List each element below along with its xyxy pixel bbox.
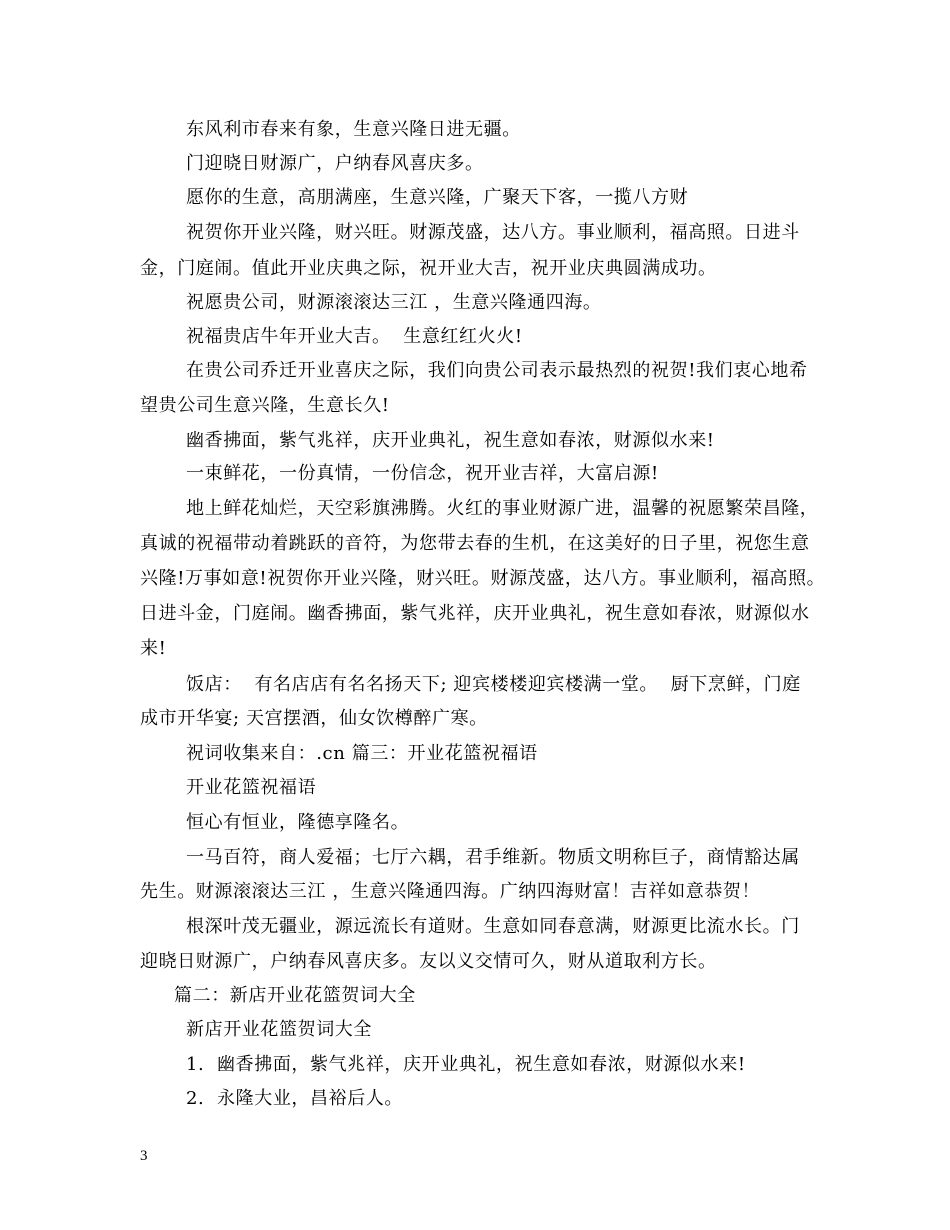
text-line: 幽香拂面，紫气兆祥，庆开业典礼，祝生意如春浓，财源似水来! — [186, 430, 715, 451]
text-line: 东风利市春来有象，生意兴隆日进无疆。 — [186, 119, 521, 140]
list-item: 2. 永隆大业，昌裕后人。 — [186, 1088, 404, 1109]
text-line: 祝词收集来自：.cn 篇三：开业花篮祝福语 — [186, 743, 538, 764]
text-line: 恒心有恒业，隆德享隆名。 — [186, 812, 410, 833]
text-line: 来! — [140, 638, 167, 659]
text-line: 成市开华宴; 天宫摆酒，仙女饮樽醉广寒。 — [140, 708, 488, 729]
text-line: 先生。财源滚滚达三江 ，生意兴隆通四海。广纳四海财富！吉祥如意恭贺！ — [140, 881, 761, 902]
text-line: 真诚的祝福带动着跳跃的音符，为您带去春的生机，在这美好的日子里，祝您生意 — [140, 533, 810, 554]
text-line: 兴隆!万事如意!祝贺你开业兴隆，财兴旺。财源茂盛，达八方。事业顺利，福高照。 — [140, 568, 826, 589]
text-line: 饭店： 有名店店有名名扬天下; 迎宾楼楼迎宾楼满一堂。 厨下烹鲜，门庭 — [186, 674, 801, 695]
page-number: 3 — [140, 1148, 149, 1164]
text-line: 祝福贵店牛年开业大吉。 生意红红火火! — [186, 326, 523, 347]
text-line: 根深叶茂无疆业，源远流长有道财。生意如同春意满，财源更比流水长。门 — [186, 916, 800, 937]
text-line: 日进斗金，门庭闹。幽香拂面，紫气兆祥，庆开业典礼，祝生意如春浓，财源似水 — [140, 603, 810, 624]
text-line: 金，门庭闹。值此开业庆典之际，祝开业大吉，祝开业庆典圆满成功。 — [140, 258, 717, 279]
list-item: 1. 幽香拂面，紫气兆祥，庆开业典礼，祝生意如春浓，财源似水来! — [186, 1054, 746, 1075]
text-line: 祝愿贵公司，财源滚滚达三江 ，生意兴隆通四海。 — [186, 292, 602, 313]
text-line: 祝贺你开业兴隆，财兴旺。财源茂盛，达八方。事业顺利，福高照。日进斗 — [186, 222, 800, 243]
text-line: 开业花篮祝福语 — [186, 777, 317, 798]
text-line: 地上鲜花灿烂，天空彩旗沸腾。火红的事业财源广进，温馨的祝愿繁荣昌隆， — [186, 498, 819, 519]
text-line: 迎晓日财源广，户纳春风喜庆多。友以义交情可久，财从道取利方长。 — [140, 951, 717, 972]
text-line: 在贵公司乔迁开业喜庆之际，我们向贵公司表示最热烈的祝贺!我们衷心地希 — [186, 360, 808, 381]
section-heading: 篇二：新店开业花篮贺词大全 — [174, 985, 416, 1006]
text-line: 一马百符，商人爱福；七厅六耦，君手维新。物质文明称巨子，商情豁达属 — [186, 847, 800, 868]
text-line: 望贵公司生意兴隆，生意长久! — [140, 395, 390, 416]
section-subheading: 新店开业花篮贺词大全 — [186, 1019, 372, 1040]
text-line: 愿你的生意，高朋满座，生意兴隆，广聚天下客，一揽八方财 — [186, 187, 689, 208]
text-line: 一束鲜花，一份真情，一份信念，祝开业吉祥，大富启源! — [186, 463, 659, 484]
text-line: 门迎晓日财源广，户纳春风喜庆多。 — [186, 153, 484, 174]
